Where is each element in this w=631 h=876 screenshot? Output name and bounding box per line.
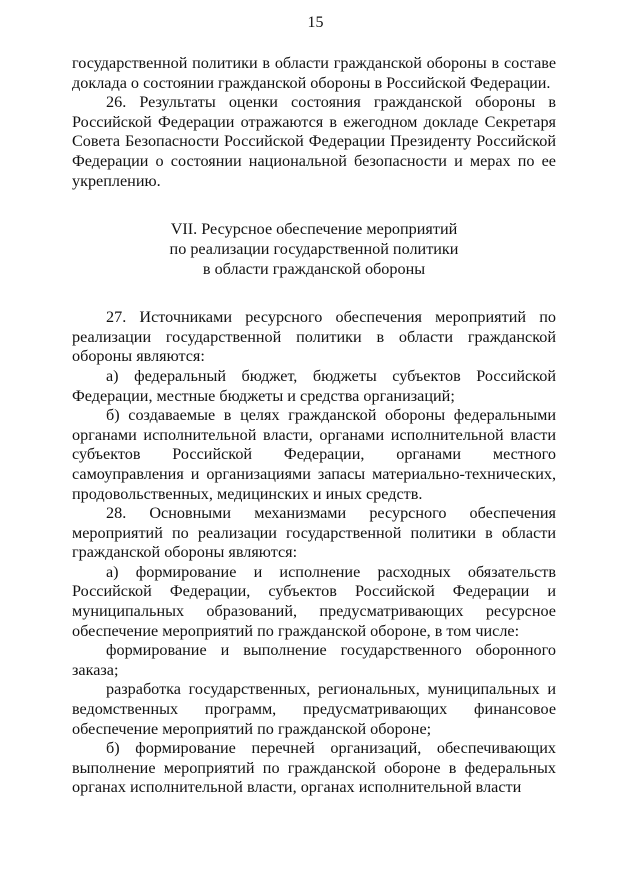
paragraph: 28. Основными механизмами ресурсного обеспечения мероприятий по реализации государственной политики в области гражданской обороны являются:	[72, 504, 556, 562]
paragraph: б) создаваемые в целях гражданской обороны федеральными органами исполнительной власти, органами исполнительной власти субъектов Российской Федерации, органами местного самоуправления и организациями запасы материально-технических, продовольственных, медицинских и иных средств.	[72, 406, 556, 503]
paragraph: б) формирование перечней организаций, обеспечивающих выполнение мероприятий по гражданской обороне в федеральных органах исполнительной власти, органах исполнительной власти	[72, 739, 556, 797]
page-number: 15	[307, 14, 324, 31]
paragraph: а) формирование и исполнение расходных обязательств Российской Федерации, субъектов Российской Федерации и муниципальных образований, предусматривающих ресурсное обеспечение мероприятий по гражданской обороне, в том числе:	[72, 562, 556, 640]
paragraph: государственной политики в области гражданской обороны в составе доклада о состоянии гражданской обороны в Российской Федерации.	[72, 54, 556, 92]
paragraph: разработка государственных, региональных, муниципальных и ведомственных программ, предусматривающих финансовое обеспечение мероприятий по гражданской обороне;	[72, 680, 556, 738]
paragraph: а) федеральный бюджет, бюджеты субъектов Российской Федерации, местные бюджеты и средства организаций;	[72, 366, 556, 405]
paragraphs-before-heading	[72, 54, 556, 191]
paragraph: формирование и выполнение государственного оборонного заказа;	[72, 641, 556, 679]
document-body	[72, 54, 556, 798]
section-heading-line-2: по реализации государственной политики	[169, 240, 459, 259]
section-heading-line-1: VII. Ресурсное обеспечение мероприятий	[170, 220, 458, 239]
section-heading-line-3: в области гражданской обороны	[202, 260, 426, 279]
section-heading	[72, 219, 556, 279]
paragraph: 27. Источниками ресурсного обеспечения мероприятий по реализации государственной политики в области гражданской обороны являются:	[72, 308, 556, 366]
paragraphs-after-heading	[72, 308, 556, 798]
paragraph: 26. Результаты оценки состояния гражданской обороны в Российской Федерации отражаются в ежегодном докладе Секретаря Совета Безопасности Российской Федерации Президенту Российской Федерации о состоянии национальной безопасности и мерах по ее укреплению.	[72, 93, 556, 190]
